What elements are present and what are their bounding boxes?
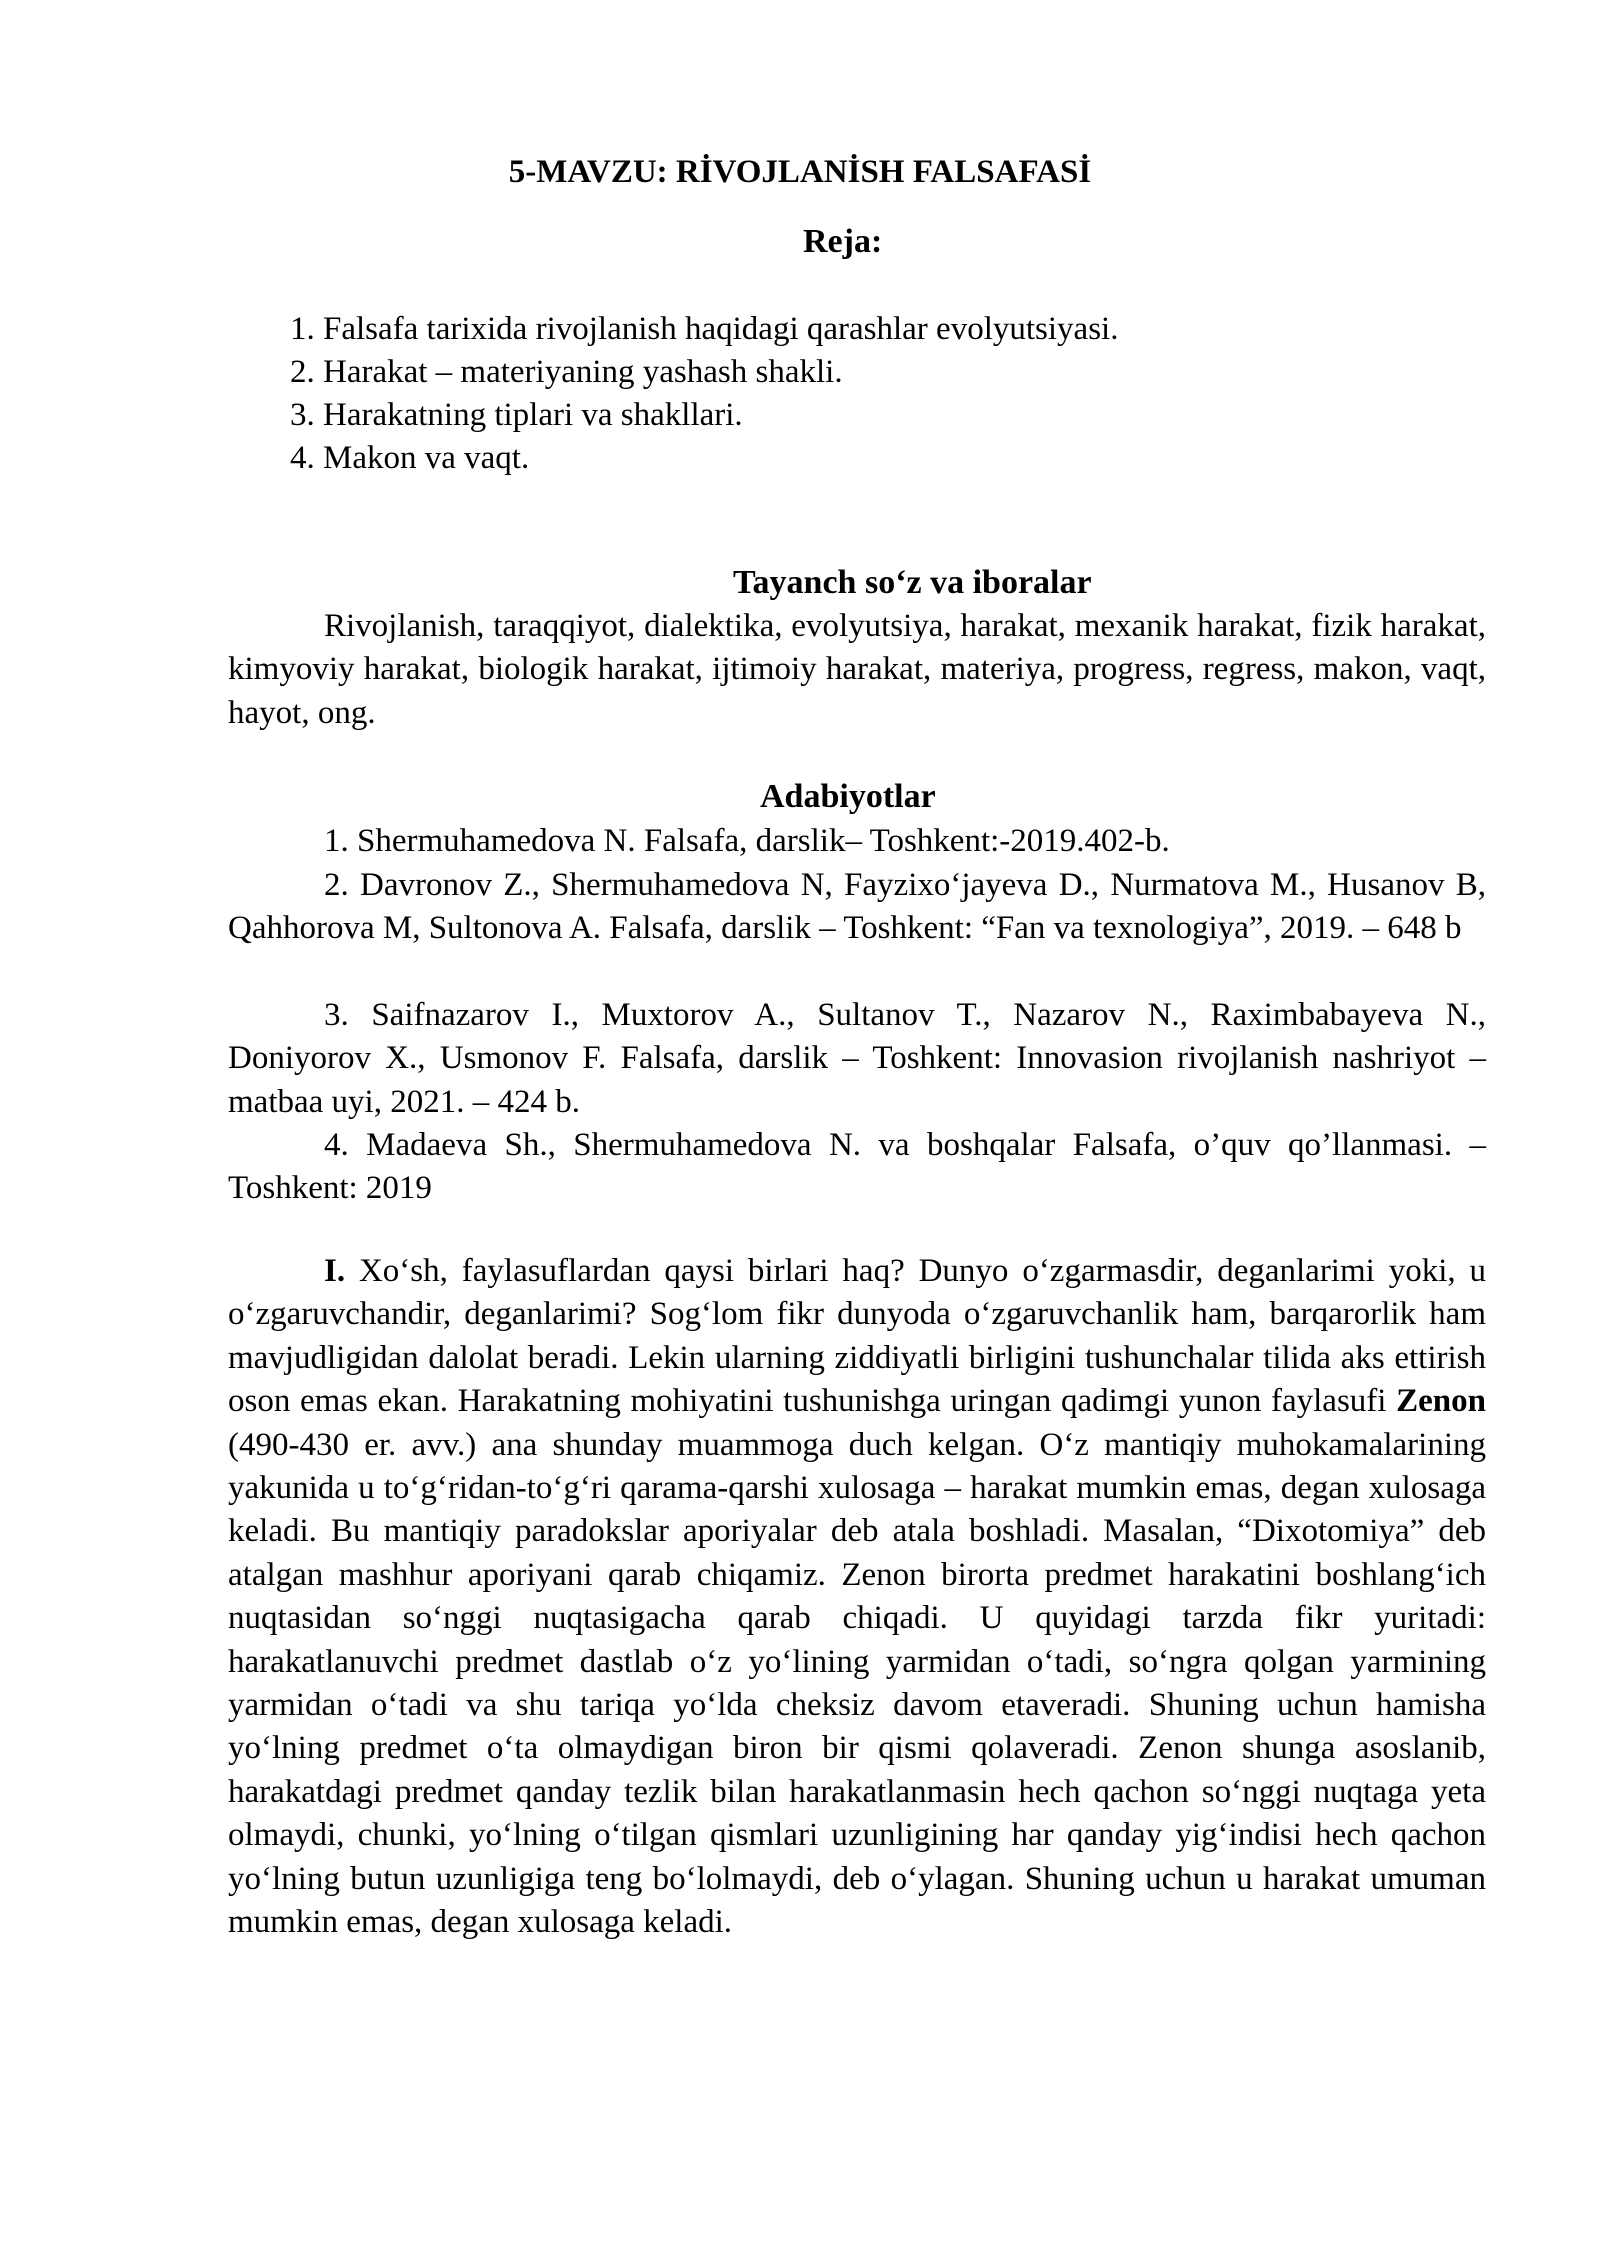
section-one-paragraph <box>228 1250 1486 1945</box>
plan-item: 1. Falsafa tarixida rivojlanish haqidagi qarashlar evolyutsiyasi. <box>290 311 1119 347</box>
plan-item: 3. Harakatning tiplari va shakllari. <box>290 397 743 433</box>
section-marker: I. <box>324 1253 346 1289</box>
literature-item-1: 1. Shermuhamedova N. Falsafa, darslik– Toshkent:-2019.402-b. <box>324 823 1170 859</box>
keywords-text: Rivojlanish, taraqqiyot, dialektika, evolyutsiya, harakat, mexanik harakat, fizik harakat, kimyoviy harakat, biologik harakat, ijtimoiy harakat, materiya, progress, regress, makon, vaqt, hayot, ong. <box>228 608 1486 731</box>
literature-heading: Adabiyotlar <box>760 778 936 815</box>
literature-item-4: 4. Madaeva Sh., Shermuhamedova N. va boshqalar Falsafa, o’quv qo’llanmasi. –Toshkent: 2019 <box>228 1127 1486 1207</box>
literature-item-2: 2. Davronov Z., Shermuhamedova N, Fayzixo‘jayeva D., Nurmatova M., Husanov B, Qahhorova M, Sultonova A. Falsafa, darslik – Toshkent: “Fan va texnologiya”, 2019. – 648 b <box>228 867 1486 947</box>
plan-heading: Reja: <box>803 223 883 260</box>
literature-item-3: 3. Saifnazarov I., Muxtorov A., Sultanov T., Nazarov N., Raximbabayeva N., Doniyorov X., Usmonov F. Falsafa, darslik – Toshkent: Innovasion rivojlanish nashriyot –matbaa uyi, 2021. – 424 b. <box>228 997 1486 1120</box>
section-text-before: Xo‘sh, faylasuflardan qaysi birlari haq? Dunyo o‘zgarmasdir, deganlarimi yoki, u o‘zgaruvchandir, deganlarimi? Sog‘lom fikr dunyoda o‘zgaruvchanlik ham, barqarorlik ham mavjudligidan dalolat beradi. Lekin ularning ziddiyatli birligini tushunchalar tilida aks ettirish oson emas ekan. Harakatning mohiyatini tushunishga uringan qadimgi yunon faylasufi <box>228 1253 1486 1420</box>
plan-item: 4. Makon va vaqt. <box>290 440 530 476</box>
philosopher-name: Zenon <box>1396 1383 1486 1420</box>
section-text-after: (490-430 er. avv.) ana shunday muammoga duch kelgan. O‘z mantiqiy muhokamalarining yakunida u to‘g‘ridan-to‘g‘ri qarama-qarshi xulosaga – harakat mumkin emas, degan xulosaga keladi. Bu mantiqiy paradokslar aporiyalar deb atala boshladi. Masalan, “Dixotomiya” deb atalgan mashhur aporiyani qarab chiqamiz. Zenon birorta predmet harakatini boshlang‘ich nuqtasidan so‘nggi nuqtasigacha qarab chiqadi. U quyidagi tarzda fikr yuritadi: harakatlanuvchi predmet dastlab o‘z yo‘lining yarmidan o‘tadi, so‘ngra qolgan yarmining yarmidan o‘tadi va shu tariqa yo‘lda cheksiz davom etaveradi. Shuning uchun hamisha yo‘lning predmet o‘ta olmaydigan biron bir qismi qolaveradi. Zenon shunga asoslanib, harakatdagi predmet qanday tezlik bilan harakatlanmasin hech qachon so‘nggi nuqtaga yeta olmaydi, chunki, yo‘lning o‘tilgan qismlari uzunligining har qanday yig‘indisi hech qachon yo‘lning butun uzunligiga teng bo‘lolmaydi, deb o‘ylagan. Shuning uchun u harakat umuman mumkin emas, degan xulosaga keladi. <box>228 1426 1486 1941</box>
keywords-heading: Tayanch so‘z va iboralar <box>733 564 1092 601</box>
plan-list <box>290 308 1118 480</box>
plan-item: 2. Harakat – materiyaning yashash shakli. <box>290 354 843 390</box>
page-title: 5-MAVZU: RİVOJLANİSH FALSAFASİ <box>508 154 1092 190</box>
